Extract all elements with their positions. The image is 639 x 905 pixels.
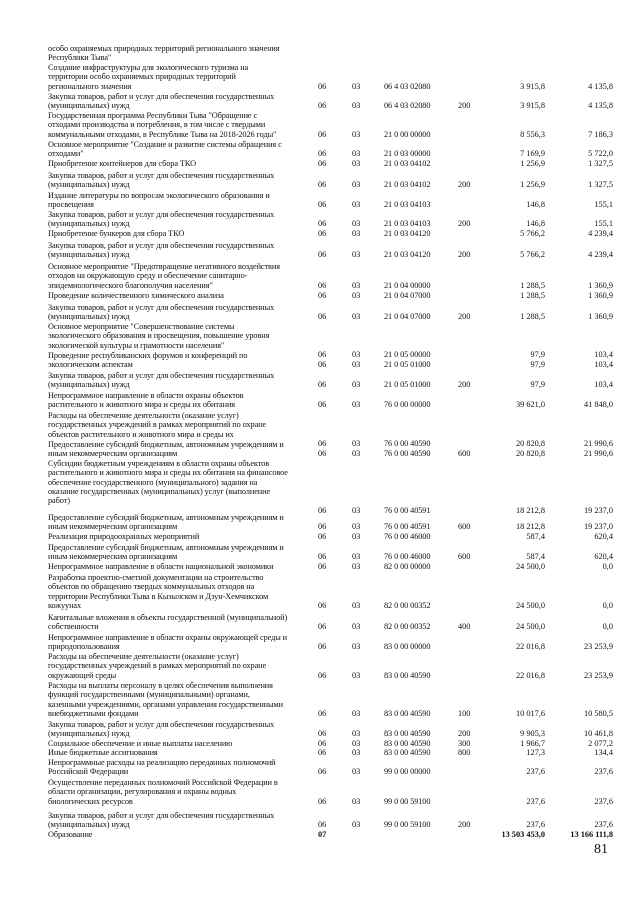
amount-year-1: 22 016,8: [515, 642, 545, 652]
target-article-code: 21 0 04 00000: [384, 280, 431, 290]
table-row: [0, 720, 639, 739]
subsection-code: 03: [352, 129, 361, 139]
target-article-code: 99 0 00 00000: [384, 767, 431, 777]
subsection-code: 03: [352, 670, 361, 680]
row-description: Основное мероприятие "Совершенствование системы экологического образования и просвещения, повышение уровня экологической культуры и грамотности населения": [48, 322, 270, 350]
section-code: 06: [318, 349, 327, 359]
amount-year-1: 5 766,2: [520, 229, 545, 238]
subsection-code: 03: [352, 312, 361, 322]
expense-type-code: 200: [458, 250, 471, 260]
amount-year-2: 5 722,0: [588, 149, 613, 159]
amount-year-2: 23 253,9: [583, 642, 613, 652]
section-code: 06: [318, 670, 327, 680]
table-row: [0, 63, 639, 91]
amount-year-2: 620,4: [594, 552, 613, 562]
amount-year-1: 13 503 453,0: [501, 830, 545, 839]
subsection-code: 03: [352, 532, 361, 541]
amount-year-2: 21 990,6: [583, 438, 613, 448]
row-description: Непрограммное направление в области национальной экономики: [48, 562, 274, 571]
amount-year-2: 134,4: [594, 748, 613, 757]
section-code: 06: [318, 562, 327, 571]
target-article-code: 21 0 03 00000: [384, 149, 431, 159]
amount-year-1: 18 212,8: [515, 522, 545, 532]
row-description: Закупка товаров, работ и услуг для обеспечения государственных (муниципальных) нужд: [48, 171, 275, 190]
amount-year-2: 1 360,9: [588, 312, 613, 322]
amount-year-1: 8 556,3: [520, 129, 545, 139]
amount-year-2: 237,6: [594, 796, 613, 806]
table-row: [0, 371, 639, 390]
amount-year-2: 19 237,0: [583, 522, 613, 532]
table-row: [0, 562, 639, 571]
subsection-code: 03: [352, 400, 361, 410]
row-description: Приобретение бункеров для сбора ТКО: [48, 229, 185, 238]
section-code: 06: [318, 400, 327, 410]
target-article-code: 83 0 00 40590: [384, 729, 431, 739]
section-code: 06: [318, 219, 327, 229]
table-row: [0, 44, 639, 63]
section-code: 06: [318, 101, 327, 111]
target-article-code: 21 0 03 04120: [384, 250, 431, 260]
target-article-code: 06 4 03 02080: [384, 81, 431, 91]
amount-year-2: 4 239,4: [588, 229, 613, 238]
target-article-code: 21 0 00 00000: [384, 129, 431, 139]
amount-year-1: 97,9: [530, 380, 545, 390]
table-row: [0, 633, 639, 652]
amount-year-2: 13 166 111,8: [570, 830, 613, 839]
row-description: Закупка товаров, работ и услуг для обеспечения государственных (муниципальных) нужд: [48, 92, 275, 111]
section-code: 06: [318, 129, 327, 139]
amount-year-1: 237,6: [526, 820, 545, 830]
amount-year-2: 103,4: [594, 380, 613, 390]
target-article-code: 21 0 03 04103: [384, 219, 431, 229]
section-code: 06: [318, 739, 327, 748]
table-row: [0, 140, 639, 159]
subsection-code: 03: [352, 796, 361, 806]
table-row: [0, 739, 639, 748]
target-article-code: 82 0 00 00000: [384, 562, 431, 571]
section-code: 06: [318, 600, 327, 610]
amount-year-1: 39 621,0: [515, 400, 545, 410]
expense-type-code: 200: [458, 820, 471, 830]
table-row: [0, 532, 639, 541]
amount-year-2: 1 360,9: [588, 280, 613, 290]
table-row: [0, 241, 639, 260]
row-description: Закупка товаров, работ и услуг для обеспечения государственных (муниципальных) нужд: [48, 371, 275, 390]
amount-year-2: 23 253,9: [583, 670, 613, 680]
amount-year-1: 7 169,9: [520, 149, 545, 159]
subsection-code: 03: [352, 522, 361, 532]
table-row: [0, 229, 639, 238]
row-description: Непрограммные расходы на реализацию переданных полномочий Российской Федерации: [48, 758, 276, 777]
expense-type-code: 200: [458, 101, 471, 111]
section-code: 06: [318, 820, 327, 830]
section-code: 06: [318, 767, 327, 777]
row-description: Проведение республиканских форумов и конференций по экологическим аспектам: [48, 351, 248, 370]
target-article-code: 21 0 04 07000: [384, 291, 431, 300]
amount-year-1: 237,6: [526, 767, 545, 777]
target-article-code: 82 0 00 00352: [384, 600, 431, 610]
table-row: [0, 830, 639, 839]
row-description: Закупка товаров, работ и услуг для обеспечения государственных (муниципальных) нужд: [48, 720, 275, 739]
amount-year-2: 10 461,8: [583, 729, 613, 739]
target-article-code: 21 0 05 01000: [384, 360, 431, 370]
amount-year-1: 1 256,9: [520, 159, 545, 168]
expense-type-code: 300: [458, 739, 471, 748]
amount-year-1: 146,8: [526, 219, 545, 229]
row-description: Иные бюджетные ассигнования: [48, 748, 158, 757]
table-row: [0, 748, 639, 757]
section-code: 06: [318, 200, 327, 210]
subsection-code: 03: [352, 767, 361, 777]
table-row: [0, 391, 639, 410]
table-row: [0, 262, 639, 290]
row-description: Непрограммное направление в области охраны окружающей среды и природопользования: [48, 633, 288, 652]
target-article-code: 76 0 00 40590: [384, 449, 431, 459]
row-description: Основное мероприятие "Создание и развитие системы обращения с отходами": [48, 140, 282, 159]
amount-year-2: 19 237,0: [583, 505, 613, 515]
expense-type-code: 400: [458, 622, 471, 632]
target-article-code: 21 0 03 04103: [384, 200, 431, 210]
row-description: Проведение количественного химического анализа: [48, 291, 224, 300]
table-row: [0, 811, 639, 830]
amount-year-1: 97,9: [530, 349, 545, 359]
expense-type-code: 600: [458, 449, 471, 459]
amount-year-1: 20 820,8: [515, 438, 545, 448]
subsection-code: 03: [352, 219, 361, 229]
target-article-code: 76 0 00 40590: [384, 438, 431, 448]
section-code: 06: [318, 250, 327, 260]
subsection-code: 03: [352, 622, 361, 632]
target-article-code: 76 0 00 46000: [384, 532, 431, 541]
row-description: Закупка товаров, работ и услуг для обеспечения государственных (муниципальных) нужд: [48, 811, 275, 830]
table-row: [0, 778, 639, 806]
table-row: [0, 303, 639, 322]
row-description: Основное мероприятие "Предотвращение негативного воздействия отходов на окружающую среду и обеспечение санитарно- эпидемиологического благополучия населения": [48, 262, 280, 290]
amount-year-2: 7 186,3: [588, 129, 613, 139]
subsection-code: 03: [352, 600, 361, 610]
table-row: [0, 440, 639, 459]
subsection-code: 03: [352, 291, 361, 300]
section-code: 06: [318, 380, 327, 390]
table-row: [0, 210, 639, 229]
row-description: Издание литературы по вопросам экологического образования и просвещения: [48, 191, 270, 210]
amount-year-2: 237,6: [594, 767, 613, 777]
row-description: Реализация природоохранных мероприятий: [48, 532, 200, 541]
amount-year-1: 3 915,8: [520, 81, 545, 91]
expense-type-code: 200: [458, 180, 471, 190]
row-description: Осуществление переданных полномочий Российской Федерации в области организации, регулирования и охраны водных биологических ресурсов: [48, 778, 278, 806]
amount-year-2: 1 327,5: [588, 180, 613, 190]
target-article-code: 21 0 04 07000: [384, 312, 431, 322]
target-article-code: 76 0 00 40591: [384, 522, 431, 532]
row-description: особо охраняемых природных территорий регионального значения Республики Тыва": [48, 44, 280, 63]
subsection-code: 03: [352, 748, 361, 757]
row-description: Субсидии бюджетным учреждениям в области охраны объектов растительного и животного мира и среды их обитания на финансовое обеспечение государственного (муниципального) задания на оказание государственных (муниципальных) услуг (выполнение работ): [48, 459, 288, 506]
amount-year-2: 2 077,2: [588, 739, 613, 748]
amount-year-1: 127,3: [526, 748, 545, 757]
amount-year-2: 103,4: [594, 349, 613, 359]
amount-year-1: 5 766,2: [520, 250, 545, 260]
section-code: 06: [318, 748, 327, 757]
table-row: [0, 92, 639, 111]
subsection-code: 03: [352, 81, 361, 91]
amount-year-1: 9 905,3: [520, 729, 545, 739]
amount-year-2: 0,0: [602, 622, 613, 632]
section-code: 06: [318, 622, 327, 632]
subsection-code: 03: [352, 380, 361, 390]
row-description: Расходы на обеспечение деятельности (оказание услуг) государственных учреждений в рамках мероприятий по охране объектов растительного и животного мира и среды их: [48, 411, 267, 439]
amount-year-2: 1 360,9: [588, 291, 613, 300]
amount-year-1: 1 288,5: [520, 312, 545, 322]
target-article-code: 21 0 05 00000: [384, 349, 431, 359]
page-number: 81: [594, 842, 608, 857]
section-code: 06: [318, 149, 327, 159]
section-code: 06: [318, 291, 327, 300]
table-row: [0, 758, 639, 777]
subsection-code: 03: [352, 149, 361, 159]
subsection-code: 03: [352, 449, 361, 459]
subsection-code: 03: [352, 739, 361, 748]
section-code: 06: [318, 449, 327, 459]
table-row: [0, 159, 639, 168]
amount-year-1: 1 966,7: [520, 739, 545, 748]
amount-year-1: 10 017,6: [515, 708, 545, 718]
expense-type-code: 200: [458, 380, 471, 390]
target-article-code: 83 0 00 40590: [384, 708, 431, 718]
amount-year-1: 1 288,5: [520, 291, 545, 300]
target-article-code: 99 0 00 59100: [384, 796, 431, 806]
section-code: 06: [318, 81, 327, 91]
amount-year-2: 10 580,5: [583, 708, 613, 718]
table-row: [0, 573, 639, 610]
table-row: [0, 543, 639, 562]
expense-type-code: 200: [458, 729, 471, 739]
row-description: Приобретение контейнеров для сбора ТКО: [48, 159, 196, 168]
subsection-code: 03: [352, 360, 361, 370]
amount-year-2: 155,1: [594, 219, 613, 229]
row-description: Социальное обеспечение и иные выплаты населению: [48, 739, 233, 748]
target-article-code: 76 0 00 00000: [384, 400, 431, 410]
row-description: Предоставление субсидий бюджетным, автономным учреждениям и иным некоммерческим организациям: [48, 513, 284, 532]
row-description: Закупка товаров, работ и услуг для обеспечения государственных (муниципальных) нужд: [48, 303, 275, 322]
amount-year-2: 155,1: [594, 200, 613, 210]
expense-type-code: 100: [458, 708, 471, 718]
target-article-code: 06 4 03 02080: [384, 101, 431, 111]
target-article-code: 82 0 00 00352: [384, 622, 431, 632]
target-article-code: 21 0 03 04102: [384, 159, 431, 168]
amount-year-2: 237,6: [594, 820, 613, 830]
expense-type-code: 600: [458, 522, 471, 532]
amount-year-1: 24 500,0: [515, 622, 545, 632]
target-article-code: 83 0 00 40590: [384, 739, 431, 748]
subsection-code: 03: [352, 101, 361, 111]
amount-year-2: 21 990,6: [583, 449, 613, 459]
table-row: [0, 291, 639, 300]
expense-type-code: 200: [458, 219, 471, 229]
amount-year-1: 24 500,0: [515, 600, 545, 610]
row-description: Государственная программа Республики Тыва "Обращение с отходами производства и потребления, в том числе с твердыми коммунальными отходами, в Республике Тыва на 2018-2026 годы": [48, 111, 277, 139]
subsection-code: 03: [352, 505, 361, 515]
amount-year-1: 97,9: [530, 360, 545, 370]
amount-year-1: 22 016,8: [515, 670, 545, 680]
amount-year-2: 4 135,8: [588, 81, 613, 91]
target-article-code: 83 0 00 00000: [384, 642, 431, 652]
row-description: Непрограммное направление в области охраны объектов растительного и животного мира и среды их обитания: [48, 391, 244, 410]
subsection-code: 03: [352, 562, 361, 571]
table-row: [0, 191, 639, 210]
row-description: Разработка проектно-сметной документации на строительство объектов по обращению твердых коммунальных отходов на территории Республики Тыва в Кызылском и Дзун-Хемчикском кожуунах: [48, 573, 269, 610]
row-description: Предоставление субсидий бюджетным, автономным учреждениям и иным некоммерческим организациям: [48, 440, 284, 459]
section-code: 06: [318, 729, 327, 739]
row-description: Расходы на выплаты персоналу в целях обеспечения выполнения функций государственными (муниципальными) органами, казенными учреждениями, органами управления государственными внебюджетными фондами: [48, 681, 283, 718]
subsection-code: 03: [352, 820, 361, 830]
subsection-code: 03: [352, 552, 361, 562]
row-description: Закупка товаров, работ и услуг для обеспечения государственных (муниципальных) нужд: [48, 210, 275, 229]
table-row: [0, 652, 639, 680]
amount-year-2: 0,0: [602, 600, 613, 610]
section-code: 06: [318, 532, 327, 541]
section-code: 06: [318, 229, 327, 238]
amount-year-2: 0,0: [602, 562, 613, 571]
row-description: Расходы на обеспечение деятельности (оказание услуг) государственных учреждений в рамках мероприятий по охране окружающей среды: [48, 652, 267, 680]
section-code: 06: [318, 180, 327, 190]
amount-year-1: 1 256,9: [520, 180, 545, 190]
subsection-code: 03: [352, 729, 361, 739]
amount-year-1: 146,8: [526, 200, 545, 210]
row-description: Предоставление субсидий бюджетным, автономным учреждениям и иным некоммерческим организациям: [48, 543, 284, 562]
amount-year-1: 587,4: [526, 532, 545, 541]
subsection-code: 03: [352, 642, 361, 652]
expense-type-code: 600: [458, 552, 471, 562]
target-article-code: 76 0 00 46000: [384, 552, 431, 562]
target-article-code: 76 0 00 40591: [384, 505, 431, 515]
amount-year-1: 24 500,0: [515, 562, 545, 571]
row-description: Образование: [48, 830, 93, 839]
amount-year-1: 18 212,8: [515, 505, 545, 515]
section-code: 06: [318, 505, 327, 515]
amount-year-2: 41 848,0: [583, 400, 613, 410]
row-description: Закупка товаров, работ и услуг для обеспечения государственных (муниципальных) нужд: [48, 241, 275, 260]
subsection-code: 03: [352, 250, 361, 260]
section-code: 06: [318, 438, 327, 448]
table-row: [0, 111, 639, 139]
subsection-code: 03: [352, 200, 361, 210]
target-article-code: 21 0 05 01000: [384, 380, 431, 390]
section-code: 06: [318, 159, 327, 168]
section-code: 06: [318, 280, 327, 290]
subsection-code: 03: [352, 349, 361, 359]
amount-year-2: 4 135,8: [588, 101, 613, 111]
table-row: [0, 351, 639, 370]
table-row: [0, 613, 639, 632]
table-row: [0, 459, 639, 515]
amount-year-1: 1 288,5: [520, 280, 545, 290]
amount-year-1: 3 915,8: [520, 101, 545, 111]
section-code: 06: [318, 642, 327, 652]
amount-year-1: 237,6: [526, 796, 545, 806]
section-code: 06: [318, 708, 327, 718]
section-code: 06: [318, 312, 327, 322]
section-code: 06: [318, 522, 327, 532]
table-row: [0, 171, 639, 190]
section-code: 06: [318, 552, 327, 562]
table-row: [0, 513, 639, 532]
table-row: [0, 681, 639, 718]
expense-type-code: 200: [458, 312, 471, 322]
target-article-code: 83 0 00 40590: [384, 748, 431, 757]
subsection-code: 03: [352, 229, 361, 238]
row-description: Создание инфраструктуры для экологического туризма на территории особо охраняемых природных территорий регионального значения: [48, 63, 249, 91]
target-article-code: 21 0 03 04120: [384, 229, 431, 238]
section-code: 07: [318, 830, 327, 839]
amount-year-2: 103,4: [594, 360, 613, 370]
subsection-code: 03: [352, 280, 361, 290]
target-article-code: 83 0 00 40590: [384, 670, 431, 680]
section-code: 06: [318, 796, 327, 806]
target-article-code: 99 0 00 59100: [384, 820, 431, 830]
subsection-code: 03: [352, 438, 361, 448]
target-article-code: 21 0 03 04102: [384, 180, 431, 190]
amount-year-1: 20 820,8: [515, 449, 545, 459]
section-code: 06: [318, 360, 327, 370]
amount-year-1: 587,4: [526, 552, 545, 562]
amount-year-2: 4 239,4: [588, 250, 613, 260]
row-description: Капитальные вложения в объекты государственной (муниципальной) собственности: [48, 613, 288, 632]
expense-type-code: 800: [458, 748, 471, 757]
subsection-code: 03: [352, 159, 361, 168]
amount-year-2: 620,4: [594, 532, 613, 541]
subsection-code: 03: [352, 708, 361, 718]
amount-year-2: 1 327,5: [588, 159, 613, 168]
subsection-code: 03: [352, 180, 361, 190]
